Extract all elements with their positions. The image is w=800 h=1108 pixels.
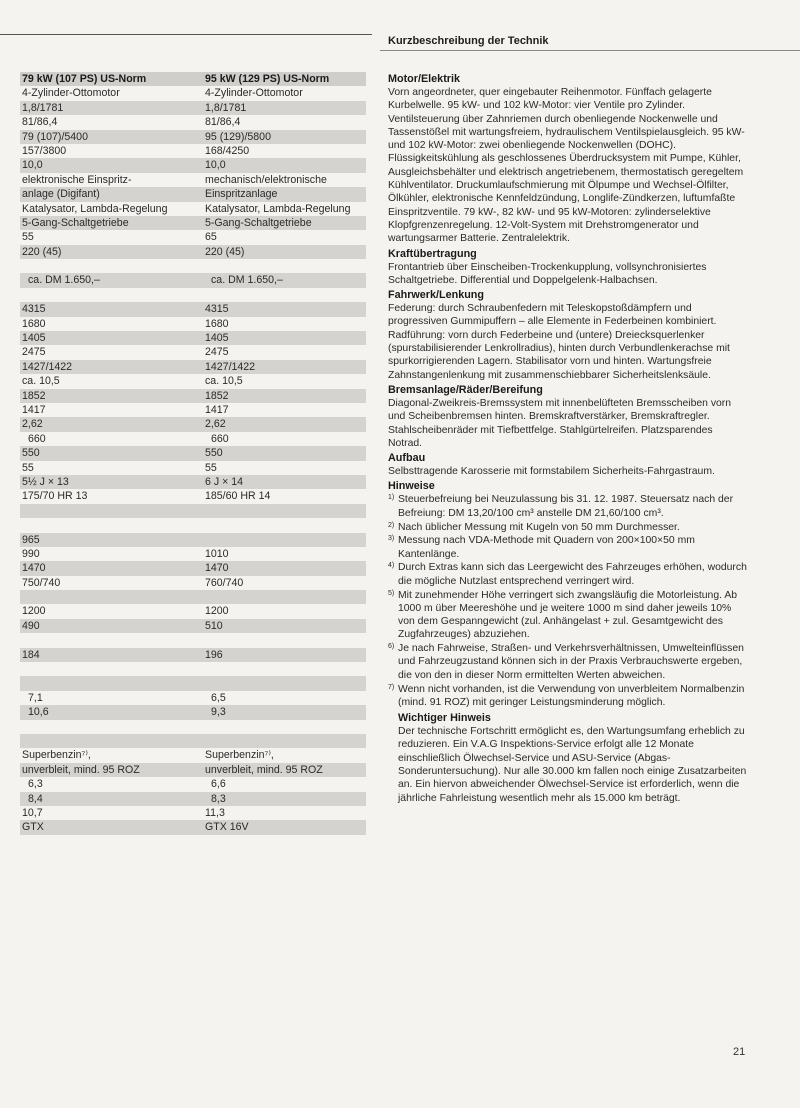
hinweis-number: 1): [388, 494, 395, 502]
spec-row: [20, 561, 366, 575]
spec-cell-right: GTX 16V: [205, 821, 249, 834]
spec-row: [20, 360, 366, 374]
spec-row: [20, 245, 366, 259]
spec-cell-right: 95 (129)/5800: [205, 130, 271, 143]
spec-cell-left: 660: [28, 432, 46, 445]
spec-cell-right: 1,8/1781: [205, 101, 247, 114]
spec-table: [20, 72, 366, 835]
spec-cell-right: [203, 533, 366, 547]
spec-row: [20, 461, 366, 475]
spec-cell-right: 660: [211, 432, 229, 445]
spec-row: [20, 86, 366, 100]
spec-cell-left: 7,1: [28, 691, 43, 704]
spec-row: [20, 676, 366, 690]
spec-cell-left: 79 (107)/5400: [22, 130, 88, 143]
spec-cell-right: 6,6: [211, 778, 226, 791]
spec-cell-left: 157/3800: [22, 144, 67, 157]
spec-cell-left: unverbleit, mind. 95 ROZ: [22, 763, 140, 776]
spec-cell-left: 750/740: [22, 576, 61, 589]
spec-cell-right: ca. 10,5: [205, 375, 243, 388]
spec-cell-left: 2475: [22, 346, 46, 359]
hinweise-heading: Hinweise: [388, 480, 435, 493]
spec-cell-right: 55: [205, 461, 217, 474]
spec-cell-left: 175/70 HR 13: [22, 490, 88, 503]
spec-row: [20, 662, 366, 676]
aufbau-text: Selbsttragende Karosserie mit formstabilem Sicherheits-Fahrgastraum.: [388, 466, 715, 478]
top-rule: [0, 34, 372, 35]
spec-row: [20, 331, 366, 345]
spec-row: [20, 158, 366, 172]
spec-cell-left: [20, 633, 203, 647]
spec-row: [20, 648, 366, 662]
spec-cell-right: 2475: [205, 346, 229, 359]
spec-cell-left: [20, 720, 203, 734]
hinweis-number: 2): [388, 521, 395, 529]
spec-row: [20, 547, 366, 561]
brems-heading: Bremsanlage/Räder/Bereifung: [388, 383, 543, 396]
spec-row: [20, 374, 366, 388]
spec-cell-right: 1852: [205, 389, 229, 402]
spec-cell-right: 1200: [205, 605, 229, 618]
spec-cell-right: 550: [205, 447, 223, 460]
hinweis-item: [388, 642, 748, 682]
spec-cell-right: 1010: [205, 547, 229, 560]
spec-cell-left: 1680: [22, 317, 46, 330]
hinweis-text: Nach üblicher Messung mit Kugeln von 50 mm Durchmesser.: [398, 521, 680, 533]
hinweis-item: [388, 493, 748, 520]
spec-cell-right: [203, 518, 366, 532]
spec-row: [20, 504, 366, 518]
spec-row: [20, 187, 366, 201]
spec-row: [20, 720, 366, 734]
spec-cell-left: 1405: [22, 332, 46, 345]
spec-cell-right: 1427/1422: [205, 360, 256, 373]
spec-cell-right: 1470: [205, 562, 229, 575]
spec-cell-right: 6 J × 14: [205, 475, 243, 488]
spec-row: [20, 604, 366, 618]
spec-cell-left: 55: [22, 461, 34, 474]
spec-cell-right: Katalysator, Lambda-Regelung: [205, 202, 351, 215]
spec-cell-right: 5-Gang-Schaltgetriebe: [205, 216, 312, 229]
spec-cell-right: [203, 288, 366, 302]
spec-cell-right: Einspritzanlage: [205, 188, 278, 201]
spec-row: [20, 619, 366, 633]
hinweis-number: 5): [388, 589, 395, 597]
spec-row: [20, 288, 366, 302]
wichtig-text: Der technische Fortschritt ermöglicht es, den Wartungsumfang erheblich zu reduzieren. Ein V.A.G Inspektions-Service erfolgt alle 12 Monate einschließlich Ölwechsel-Service und ASU-Service (Abgas-Sonderuntersuchung). Nur alle 30.000 km fallen noch einige Zusatzarbeiten an. Ein hiervon abweichender Ölwechsel-Service ist erforderlich, wenn die jährliche Fahrleistung wesentlich mehr als 15.000 km beträgt.: [398, 726, 747, 804]
spec-cell-left: ca. DM 1.650,–: [28, 274, 100, 287]
spec-cell-left: [20, 734, 203, 748]
spec-cell-left: 55: [22, 231, 34, 244]
spec-cell-right: 4-Zylinder-Ottomotor: [205, 87, 303, 100]
spec-row: [20, 820, 366, 834]
motor-heading: Motor/Elektrik: [388, 73, 460, 85]
spec-cell-left: 1427/1422: [22, 360, 73, 373]
spec-cell-right: [203, 504, 366, 518]
spec-row: [20, 173, 366, 187]
spec-cell-right: [203, 720, 366, 734]
spec-cell-right: 10,0: [205, 159, 226, 172]
spec-cell-left: 10,7: [22, 806, 43, 819]
spec-row: [20, 518, 366, 532]
spec-cell-left: 10,0: [22, 159, 43, 172]
spec-row: [20, 230, 366, 244]
spec-cell-left: GTX: [22, 821, 44, 834]
spec-row: [20, 144, 366, 158]
spec-cell-right: 95 kW (129 PS) US-Norm: [205, 73, 330, 85]
spec-cell-left: 10,6: [28, 706, 49, 719]
spec-row: [20, 216, 366, 230]
spec-row: [20, 403, 366, 417]
spec-cell-right: 2,62: [205, 418, 226, 431]
spec-cell-right: 760/740: [205, 576, 244, 589]
spec-cell-right: ca. DM 1.650,–: [211, 274, 283, 287]
hinweis-item: [388, 683, 748, 710]
spec-cell-left: 1,8/1781: [22, 101, 64, 114]
spec-row: [20, 590, 366, 604]
spec-cell-left: 550: [22, 447, 40, 460]
spec-cell-right: Superbenzin⁷⁾,: [205, 749, 274, 762]
spec-cell-left: Superbenzin⁷⁾,: [22, 749, 91, 762]
spec-row: [20, 389, 366, 403]
wichtiger-hinweis: [388, 711, 748, 805]
spec-cell-left: 4315: [22, 303, 46, 316]
hinweis-number: 7): [388, 683, 395, 691]
spec-cell-left: 990: [22, 547, 40, 560]
spec-cell-right: 81/86,4: [205, 116, 241, 129]
spec-cell-left: [20, 518, 203, 532]
spec-cell-right: [203, 259, 366, 273]
hinweis-number: 3): [388, 535, 395, 543]
spec-cell-left: Katalysator, Lambda-Regelung: [22, 202, 168, 215]
fahrwerk-heading: Fahrwerk/Lenkung: [388, 289, 484, 302]
hinweis-text: Wenn nicht vorhanden, ist die Verwendung von unverbleitem Normalbenzin (mind. 91 ROZ) mit geringer Leistungsminderung möglich.: [398, 683, 745, 708]
hinweis-text: Messung nach VDA-Methode mit Quadern von 200×100×50 mm Kantenlänge.: [398, 535, 695, 560]
spec-cell-right: 8,3: [211, 792, 226, 805]
hinweis-number: 4): [388, 562, 395, 570]
spec-cell-left: elektronische Einspritz-: [22, 173, 132, 186]
spec-cell-right: unverbleit, mind. 95 ROZ: [205, 763, 323, 776]
spec-row: [20, 576, 366, 590]
spec-row: [20, 633, 366, 647]
spec-cell-left: 6,3: [28, 778, 43, 791]
spec-row: [20, 417, 366, 431]
hinweis-number: 6): [388, 643, 395, 651]
page-number: 21: [733, 1046, 746, 1058]
spec-cell-right: 168/4250: [205, 144, 250, 157]
spec-row: [20, 317, 366, 331]
spec-row: [20, 446, 366, 460]
hinweis-item: [388, 521, 748, 534]
spec-row: [20, 734, 366, 748]
spec-cell-right: mechanisch/elektronische: [205, 173, 327, 186]
hinweis-item: [388, 589, 748, 642]
tech-description: [388, 72, 748, 806]
spec-cell-right: 11,3: [205, 806, 225, 819]
hinweis-item: [388, 561, 748, 588]
spec-cell-right: 1417: [205, 403, 229, 416]
spec-cell-left: 4-Zylinder-Ottomotor: [22, 87, 120, 100]
wichtig-heading: Wichtiger Hinweis: [398, 712, 491, 725]
spec-row: [20, 691, 366, 705]
spec-row: [20, 748, 366, 762]
hinweis-text: Mit zunehmender Höhe verringert sich zwangsläufig die Motorleistung. Ab 1000 m über Meereshöhe und je weitere 1000 m sind daher jeweils 10% von dem Gespanngewicht (zul. Anhängelast + zul. Gesamtgewicht des Zugfahrzeuges) abzuziehen.: [398, 589, 738, 641]
spec-cell-left: 1470: [22, 562, 46, 575]
spec-cell-right: 1680: [205, 317, 229, 330]
spec-cell-right: 185/60 HR 14: [205, 490, 271, 503]
hinweis-item: [388, 534, 748, 561]
aufbau-heading: Aufbau: [388, 452, 426, 465]
fahrwerk-text: Federung: durch Schraubenfedern mit Teleskopstoßdämpfern und progressiven Gummipuffern – alle Elemente in Federbeinen kombiniert. Radführung: vorn durch Federbeine und (untere) Dreiecksquerlenker (spurstabilisierender Lenkrollradius), hinten durch Verbundlenkerachse mit spurkorrigierenden Lagern. Stabilisator vorn und hinten. Wartungsfreie Zahnstangenlenkung mit zusammenschiebbarer Sicherheitslenksäule.: [388, 303, 730, 381]
spec-row: [20, 302, 366, 316]
spec-cell-left: 8,4: [28, 792, 43, 805]
spec-cell-right: 6,5: [211, 691, 226, 704]
spec-cell-right: 220 (45): [205, 245, 245, 258]
spec-cell-right: 9,3: [211, 706, 226, 719]
header-rule: [380, 50, 800, 51]
spec-cell-left: 79 kW (107 PS) US-Norm: [22, 73, 147, 85]
spec-cell-right: 510: [205, 619, 223, 632]
spec-cell-left: [20, 590, 203, 604]
spec-row: [20, 273, 366, 287]
spec-row: [20, 533, 366, 547]
spec-cell-left: [20, 259, 203, 273]
spec-row: [20, 763, 366, 777]
hinweis-text: Durch Extras kann sich das Leergewicht des Fahrzeuges erhöhen, wodurch die mögliche Nutzlast entsprechend verringert wird.: [398, 562, 747, 587]
spec-cell-left: 965: [22, 533, 40, 546]
kraft-text: Frontantrieb über Einscheiben-Trockenkupplung, vollsynchronisiertes Schaltgetriebe. Differential und Doppelgelenk-Halbachsen.: [388, 261, 707, 286]
spec-cell-left: 2,62: [22, 418, 43, 431]
spec-cell-right: [203, 662, 366, 676]
spec-row: [20, 777, 366, 791]
spec-row: [20, 432, 366, 446]
spec-cell-left: anlage (Digifant): [22, 188, 100, 201]
spec-row: [20, 101, 366, 115]
spec-cell-right: [203, 734, 366, 748]
spec-header-row: [20, 72, 366, 86]
kraft-heading: Kraftübertragung: [388, 247, 477, 260]
spec-cell-right: 4315: [205, 303, 229, 316]
spec-cell-right: [203, 590, 366, 604]
spec-row: [20, 259, 366, 273]
spec-cell-left: [20, 288, 203, 302]
spec-cell-right: 196: [205, 648, 223, 661]
spec-cell-left: [20, 676, 203, 690]
spec-cell-left: 81/86,4: [22, 116, 58, 129]
hinweise-list: [388, 493, 748, 709]
spec-cell-right: [203, 676, 366, 690]
spec-row: [20, 705, 366, 719]
spec-row: [20, 115, 366, 129]
spec-cell-right: [203, 633, 366, 647]
spec-row: [20, 489, 366, 503]
spec-row: [20, 130, 366, 144]
spec-cell-left: 220 (45): [22, 245, 62, 258]
spec-cell-left: 5½ J × 13: [22, 475, 69, 488]
section-title: Kurzbeschreibung der Technik: [388, 35, 549, 47]
brems-text: Diagonal-Zweikreis-Bremssystem mit innenbelüfteten Bremsscheiben vorn und Scheibenbremsen hinten. Bremskraftverstärker, Bremskraftregler. Stahlscheibenräder mit Tiefbettfelge. Stahlgürtelreifen. Platzsparendes Notrad.: [388, 397, 732, 449]
motor-text: Vorn angeordneter, quer eingebauter Reihenmotor. Fünffach gelagerte Kurbelwelle. 95 kW- und 102 kW-Motor: vier Ventile pro Zylinder. Ventilsteuerung über Zahnriemen durch obenliegende Nockenwelle und Tassenstößel mit wartungsfreiem, hydraulischem Ventilspielausgleich. 95 kW- und 102 kW-Motor: zwei obenliegende Nockenwellen (DOHC). Flüssigkeitskühlung als geschlossenes Überdrucksystem mit Pumpe, Kühler, Ausgleichsbehälter und elektrisch angetriebenem, thermostatisch geregeltem Kühlventilator. Druckumlaufschmierung mit Ölpumpe und Wechsel-Ölfilter, Ölkühler, elektronische Kennfeldzündung, Longlife-Zündkerzen, luftumfaßte Einspritzventile. 79 kW-, 82 kW- und 95 kW-Motoren: zylinderselektive Klopfgrenzenregelung. 12-Volt-System mit Drehstromgenerator und wartungsarmer Batterie. Zentralelektrik.: [388, 87, 745, 245]
spec-cell-left: [20, 662, 203, 676]
spec-cell-left: 5-Gang-Schaltgetriebe: [22, 216, 129, 229]
hinweis-text: Je nach Fahrweise, Straßen- und Verkehrsverhältnissen, Umwelteinflüssen und Fahrzeugzustand können sich in der Praxis Verbrauchswerte ergeben, die von den in dieser Norm ermittelten Werten abweichen.: [398, 643, 744, 681]
spec-row: [20, 806, 366, 820]
spec-row: [20, 345, 366, 359]
spec-row: [20, 792, 366, 806]
spec-cell-left: 1852: [22, 389, 46, 402]
spec-cell-right: 1405: [205, 332, 229, 345]
spec-row: [20, 475, 366, 489]
spec-cell-left: ca. 10,5: [22, 375, 60, 388]
spec-cell-left: 1417: [22, 403, 46, 416]
spec-row: [20, 202, 366, 216]
spec-cell-left: [20, 504, 203, 518]
spec-cell-right: 65: [205, 231, 217, 244]
spec-cell-left: 1200: [22, 605, 46, 618]
spec-cell-left: 490: [22, 619, 40, 632]
spec-cell-left: 184: [22, 648, 40, 661]
hinweis-text: Steuerbefreiung bei Neuzulassung bis 31. 12. 1987. Steuersatz nach der Befreiung: DM 13,20/100 cm³ anstelle DM 21,60/100 cm³.: [398, 494, 734, 519]
